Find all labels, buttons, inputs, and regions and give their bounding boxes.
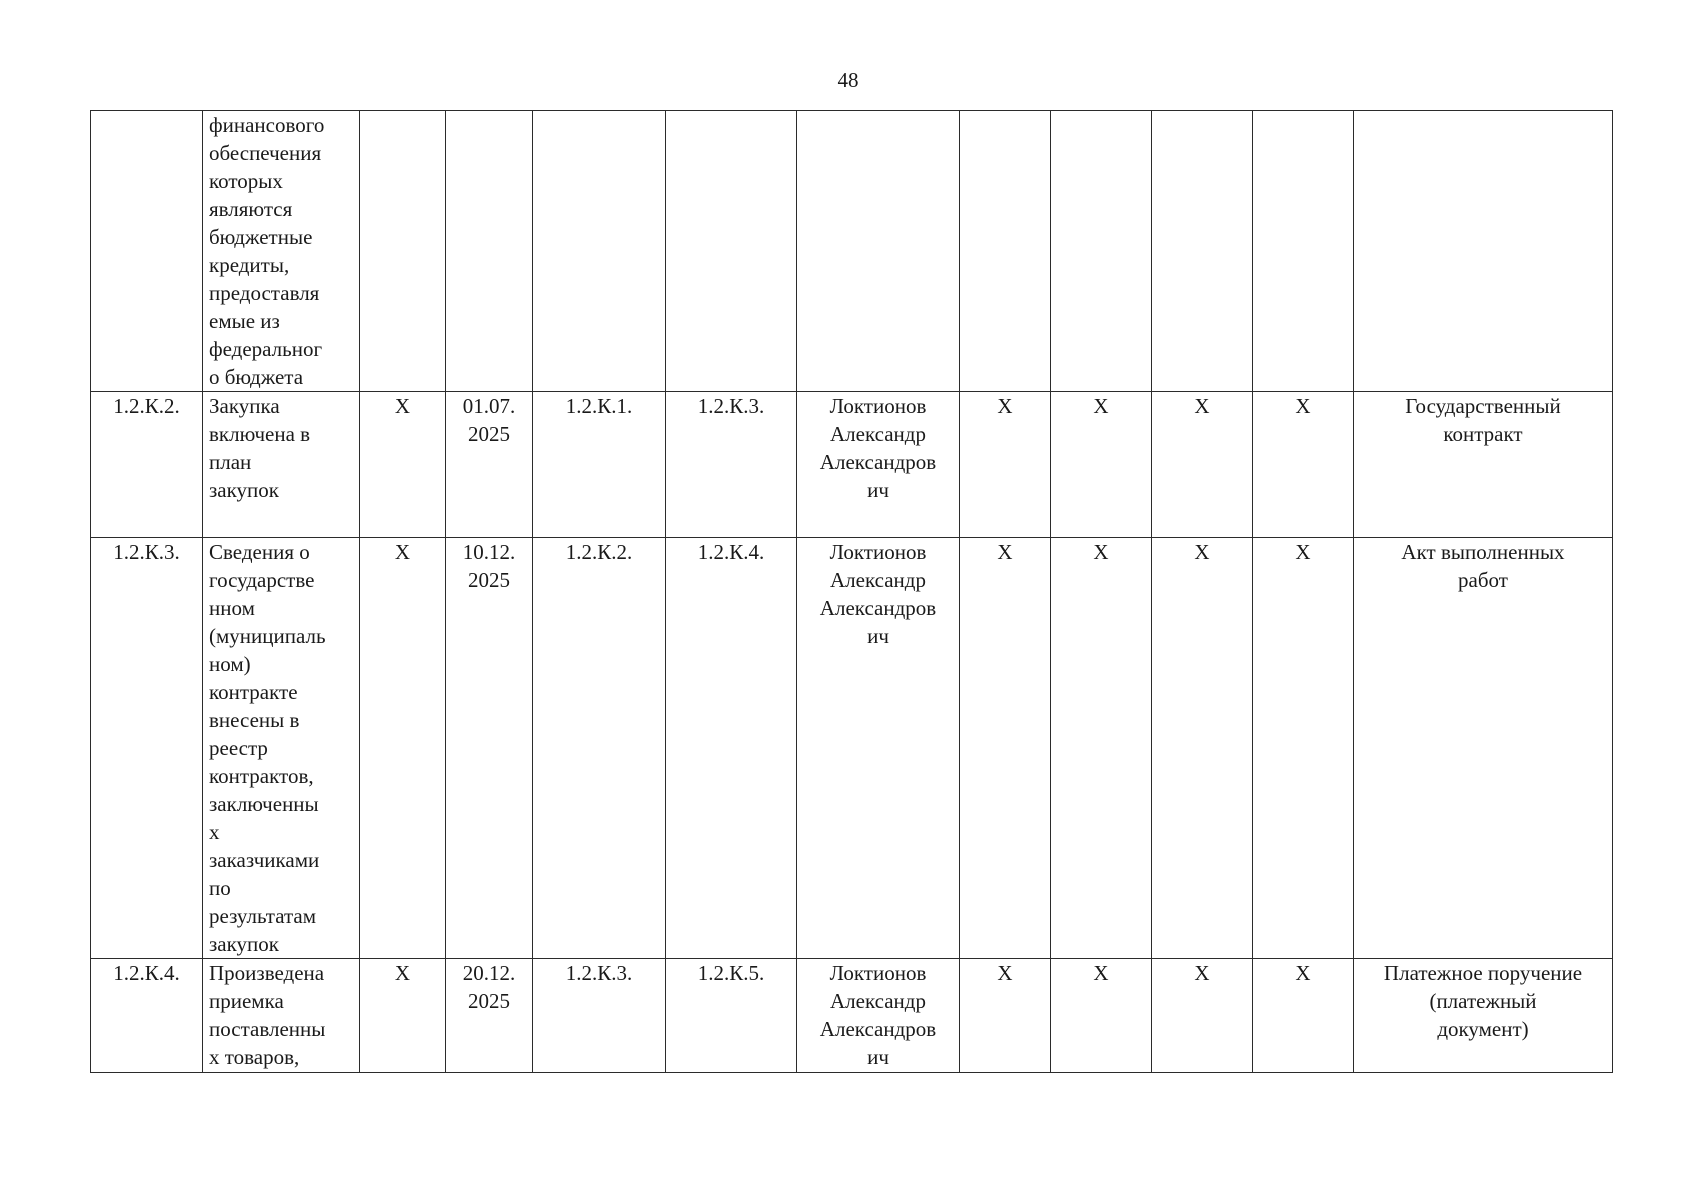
row-date-cell: 20.12. 2025 — [446, 959, 533, 1073]
row-document-cell: Платежное поручение (платежный документ) — [1354, 959, 1613, 1073]
row-x3-cell — [1152, 111, 1253, 392]
row-description-cell: Произведена приемка поставленны х товаров, — [203, 959, 360, 1073]
table-row — [91, 538, 1613, 959]
row-x2-cell — [1051, 111, 1152, 392]
row-id-cell: 1.2.К.3. — [91, 538, 203, 959]
row-marker-cell: X — [360, 392, 446, 538]
row-responsible-cell: Локтионов Александр Александров ич — [797, 538, 960, 959]
row-next-cell: 1.2.К.5. — [666, 959, 797, 1073]
row-x4-cell: X — [1253, 538, 1354, 959]
row-prev-cell: 1.2.К.3. — [533, 959, 666, 1073]
row-description-cell: Закупка включена в план закупок — [203, 392, 360, 538]
row-x1-cell: X — [960, 959, 1051, 1073]
row-next-cell: 1.2.К.3. — [666, 392, 797, 538]
row-x4-cell: X — [1253, 959, 1354, 1073]
page-number: 48 — [837, 68, 859, 92]
row-prev-cell: 1.2.К.1. — [533, 392, 666, 538]
row-x1-cell — [960, 111, 1051, 392]
row-x2-cell: X — [1051, 392, 1152, 538]
row-date-cell: 01.07. 2025 — [446, 392, 533, 538]
row-x3-cell: X — [1152, 959, 1253, 1073]
row-x4-cell: X — [1253, 392, 1354, 538]
row-x2-cell: X — [1051, 538, 1152, 959]
row-id-cell — [91, 111, 203, 392]
table-row — [91, 392, 1613, 538]
row-date-cell — [446, 111, 533, 392]
row-document-cell — [1354, 111, 1613, 392]
row-marker-cell: X — [360, 959, 446, 1073]
row-marker-cell — [360, 111, 446, 392]
row-x3-cell: X — [1152, 392, 1253, 538]
row-id-cell: 1.2.К.4. — [91, 959, 203, 1073]
table-row — [91, 111, 1613, 392]
row-document-cell: Государственный контракт — [1354, 392, 1613, 538]
row-x4-cell — [1253, 111, 1354, 392]
row-x1-cell: X — [960, 392, 1051, 538]
table-row — [91, 959, 1613, 1073]
row-prev-cell — [533, 111, 666, 392]
row-x1-cell: X — [960, 538, 1051, 959]
row-x2-cell: X — [1051, 959, 1152, 1073]
row-date-cell: 10.12. 2025 — [446, 538, 533, 959]
row-responsible-cell: Локтионов Александр Александров ич — [797, 959, 960, 1073]
row-prev-cell: 1.2.К.2. — [533, 538, 666, 959]
row-next-cell — [666, 111, 797, 392]
row-next-cell: 1.2.К.4. — [666, 538, 797, 959]
row-id-cell: 1.2.К.2. — [91, 392, 203, 538]
row-description-cell: Сведения о государстве нном (муниципаль ном) контракте внесены в реестр контрактов, заключенны х заказчиками по результатам закупок — [203, 538, 360, 959]
row-marker-cell: X — [360, 538, 446, 959]
row-description-cell: финансового обеспечения которых являются бюджетные кредиты, предоставля емые из федеральног о бюджета — [203, 111, 360, 392]
row-document-cell: Акт выполненных работ — [1354, 538, 1613, 959]
control-points-table — [90, 110, 1613, 1073]
row-responsible-cell: Локтионов Александр Александров ич — [797, 392, 960, 538]
row-responsible-cell — [797, 111, 960, 392]
row-x3-cell: X — [1152, 538, 1253, 959]
